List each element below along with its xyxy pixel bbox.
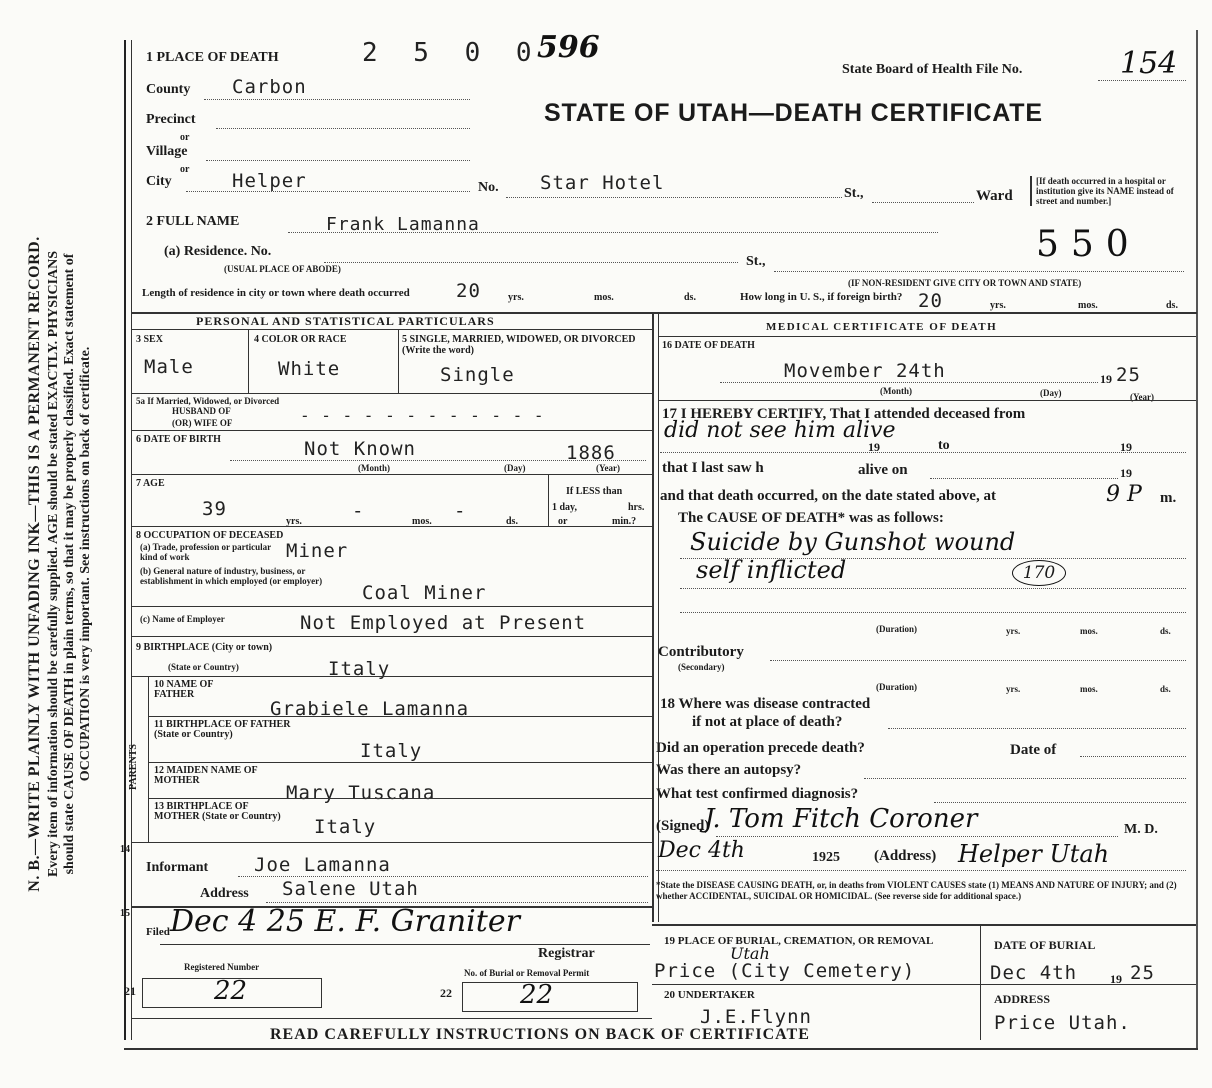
or-label-2: or — [180, 164, 190, 175]
ward-label: Ward — [976, 188, 1013, 204]
undertaker-label: 20 UNDERTAKER — [664, 989, 755, 1001]
footer-text: READ CAREFULLY INSTRUCTIONS ON BACK OF CERTIFICATE — [270, 1026, 810, 1043]
parents-label: PARENTS — [128, 744, 139, 790]
death-year-sub: (Year) — [1130, 392, 1154, 402]
father-label: 10 NAME OF FATHER — [154, 679, 214, 700]
day-label: 1 day, — [552, 502, 578, 513]
right-border — [1196, 30, 1198, 1050]
precinct-label: Precinct — [146, 112, 196, 127]
personal-section-title: PERSONAL AND STATISTICAL PARTICULARS — [196, 314, 495, 328]
dob-label: 6 DATE OF BIRTH — [136, 434, 221, 445]
secondary-label: (Secondary) — [678, 662, 725, 672]
min-label: min.? — [612, 516, 637, 527]
column-divider — [652, 312, 654, 922]
q18-label-2: if not at place of death? — [692, 714, 843, 730]
length-yrs: 20 — [456, 280, 481, 302]
occupation-c-label: (c) Name of Employer — [140, 614, 225, 624]
age-label: 7 AGE — [136, 478, 165, 489]
autopsy-label: Was there an autopsy? — [656, 762, 802, 778]
hand-number: 550 — [1036, 224, 1141, 265]
mother-birthplace-value: Italy — [314, 816, 377, 838]
alive-on-label: alive on — [858, 462, 908, 478]
from-year-label: 19 — [868, 440, 880, 454]
spouse-label-2: HUSBAND OF — [172, 406, 231, 416]
birthplace-value: Italy — [328, 658, 391, 680]
dob-day-sub: (Day) — [504, 463, 526, 473]
sex-label: 3 SEX — [136, 334, 163, 345]
dob-month-sub: (Month) — [358, 463, 390, 473]
sign-date-hand: Dec 4th — [658, 838, 745, 863]
registered-number: 22 — [214, 976, 248, 1006]
village-label: Village — [146, 144, 188, 159]
occurred-label: and that death occurred, on the date stated above, at — [660, 488, 996, 504]
us-yrs-label: yrs. — [990, 300, 1006, 311]
us-label: How long in U. S., if foreign birth? — [740, 291, 903, 303]
birthplace-label: 9 BIRTHPLACE (City or town) — [136, 642, 273, 653]
death-year-prefix: 19 — [1100, 372, 1112, 386]
side-note-line-1: N. B.—WRITE PLAINLY WITH UNFADING INK—THIS IS A PERMANENT RECORD. — [26, 236, 43, 892]
us-mos-label: mos. — [1078, 300, 1098, 311]
informant-label: Informant — [146, 860, 209, 875]
nonres-note: (IF NON-RESIDENT GIVE CITY OR TOWN AND STATE) — [848, 278, 1082, 288]
hrs-label: hrs. — [628, 502, 645, 513]
death-month-sub: (Month) — [880, 386, 912, 396]
duration-label-2: (Duration) — [876, 682, 917, 692]
death-year: 25 — [1116, 364, 1141, 386]
informant-address-label: Address — [200, 886, 249, 901]
contributory-label: Contributory — [658, 644, 744, 660]
signed-hand: J. Tom Fitch Coroner — [704, 804, 978, 834]
dob-year: 1886 — [566, 442, 616, 464]
age-value: 39 — [202, 498, 227, 520]
occupation-a-value: Miner — [286, 540, 349, 562]
physician-address-label: (Address) — [874, 848, 937, 864]
section-21-number: 21 — [124, 984, 136, 998]
death-day-sub: (Day) — [1040, 388, 1062, 398]
city-label: City — [146, 174, 172, 189]
age-mos-label: mos. — [412, 516, 432, 527]
mother-value: Mary Tuscana — [286, 782, 436, 804]
duration-ds-1: ds. — [1160, 626, 1171, 636]
burial-permit-label: No. of Burial or Removal Permit — [464, 968, 590, 978]
left-border — [124, 40, 126, 1040]
cause-code: 170 — [1012, 560, 1066, 586]
burial-place-hand: Utah — [730, 944, 770, 963]
residence-sub: (USUAL PLACE OF ABODE) — [224, 264, 341, 274]
to-label: to — [938, 438, 950, 453]
dob-value: Not Known — [304, 438, 416, 460]
file-no-label: State Board of Health File No. — [842, 62, 1023, 77]
file-no: 154 — [1120, 46, 1178, 81]
stamp-number: 2 5 0 0 — [362, 38, 542, 68]
county-value: Carbon — [232, 76, 307, 98]
marital-value: Single — [440, 364, 515, 386]
residence-st-label: St., — [746, 254, 766, 269]
spouse-label-1: 5a If Married, Widowed, or Divorced — [136, 396, 280, 406]
side-note-line-4: OCCUPATION is very important. See instructions on back of certificate. — [78, 346, 93, 782]
occupation-a-label: (a) Trade, profession or particular kind of work — [140, 542, 271, 562]
burial-year-prefix: 19 — [1110, 972, 1122, 986]
side-note-line-2: Every item of information should be carefully supplied. AGE should be stated EXACTLY. PHYSICIANS — [46, 250, 61, 878]
undertaker-value: J.E.Flynn — [700, 1006, 812, 1028]
date-of-death-label: 16 DATE OF DEATH — [662, 340, 755, 351]
length-yrs-label: yrs. — [508, 292, 524, 303]
or-label: or — [558, 516, 568, 527]
m-label: m. — [1160, 490, 1177, 506]
sex-value: Male — [144, 356, 194, 378]
test-label: What test confirmed diagnosis? — [656, 786, 859, 802]
birthplace-sub: (State or Country) — [168, 662, 239, 672]
mother-birthplace-label: 13 BIRTHPLACE OF MOTHER (State or Country) — [154, 801, 281, 822]
length-mos-label: mos. — [594, 292, 614, 303]
full-name-label: 2 FULL NAME — [146, 214, 240, 229]
section-14-number: 14 — [120, 844, 130, 855]
certify-label: 17 I HEREBY CERTIFY, That I attended deceased from — [662, 406, 1026, 422]
to-year-label: 19 — [1120, 440, 1132, 454]
occupation-label: 8 OCCUPATION OF DECEASED — [136, 530, 284, 541]
operation-label: Did an operation precede death? — [656, 740, 865, 756]
physician-address-hand: Helper Utah — [958, 840, 1110, 868]
undertaker-address-value: Price Utah. — [994, 1012, 1131, 1034]
certify-hand: did not see him alive — [664, 418, 896, 443]
age-mos: - — [352, 500, 365, 522]
age-yrs-label: yrs. — [286, 516, 302, 527]
stamp-number-hand: 596 — [537, 30, 600, 65]
undertaker-address-label: ADDRESS — [994, 992, 1051, 1006]
duration-ds-2: ds. — [1160, 684, 1171, 694]
duration-mos-2: mos. — [1080, 684, 1098, 694]
burial-permit-number: 22 — [520, 980, 554, 1010]
alive-year-label: 19 — [1120, 466, 1132, 480]
age-ds-label: ds. — [506, 516, 518, 527]
signed-label: (Signed) — [656, 818, 710, 834]
cause-line-1: Suicide by Gunshot wound — [690, 528, 1016, 556]
section-15-number: 15 — [120, 908, 130, 919]
duration-mos-1: mos. — [1080, 626, 1098, 636]
place-of-death-label: 1 PLACE OF DEATH — [146, 50, 279, 65]
side-instructions — [0, 0, 120, 1088]
spouse-label-3: (OR) WIFE OF — [172, 418, 233, 428]
length-ds-label: ds. — [684, 292, 696, 303]
burial-place-value: Price (City Cemetery) — [654, 960, 916, 982]
marital-label: 5 SINGLE, MARRIED, WIDOWED, OR DIVORCED (Write the word) — [402, 334, 636, 356]
father-birthplace-label: 11 BIRTHPLACE OF FATHER (State or Country) — [154, 719, 291, 740]
less-label: If LESS than — [566, 486, 623, 497]
age-ds: - — [454, 500, 467, 522]
burial-date-value: Dec 4th — [990, 962, 1078, 984]
burial-place-label: 19 PLACE OF BURIAL, CREMATION, OR REMOVAL — [664, 935, 934, 947]
no-label: No. — [478, 180, 499, 195]
county-label: County — [146, 82, 191, 97]
section-22-number: 22 — [440, 986, 452, 1000]
ward-note: [If death occurred in a hospital or institution give its NAME instead of street and number.] — [1030, 176, 1192, 206]
burial-date-label: DATE OF BURIAL — [994, 938, 1096, 952]
st-label: St., — [844, 186, 864, 201]
date-of-label: Date of — [1010, 742, 1057, 758]
md-label: M. D. — [1124, 822, 1158, 837]
informant-value: Joe Lamanna — [254, 854, 391, 876]
color-label: 4 COLOR OR RACE — [254, 334, 347, 345]
last-saw-label: that I last saw h — [662, 460, 764, 476]
filed-hand: Dec 4 25 E. F. Graniter — [170, 904, 520, 939]
duration-label-1: (Duration) — [876, 624, 917, 634]
time-hand: 9 P — [1106, 482, 1142, 507]
medical-section-title: MEDICAL CERTIFICATE OF DEATH — [766, 321, 998, 333]
occupation-b-label: (b) General nature of industry, business, or establishment in which employed (or employer) — [140, 566, 323, 586]
occupation-c-value: Not Employed at Present — [300, 612, 587, 634]
certificate-title: STATE OF UTAH—DEATH CERTIFICATE — [544, 99, 1043, 127]
spouse-value: - - - - - - - - - - - - — [300, 406, 545, 425]
mother-label: 12 MAIDEN NAME OF MOTHER — [154, 765, 258, 786]
informant-address-value: Salene Utah — [282, 878, 419, 900]
full-name-value: Frank Lamanna — [326, 214, 480, 235]
cause-label: The CAUSE OF DEATH* was as follows: — [678, 510, 944, 526]
sign-year: 1925 — [812, 850, 840, 865]
cause-line-2: self inflicted — [696, 556, 847, 584]
dob-year-sub: (Year) — [596, 463, 620, 473]
occupation-b-value: Coal Miner — [362, 582, 487, 604]
side-note-line-3: should state CAUSE OF DEATH in plain terms, so that it may be properly classified. Exact statement of — [62, 253, 77, 875]
date-of-death-value: Movember 24th — [784, 360, 946, 382]
length-label: Length of residence in city or town where death occurred — [142, 287, 410, 299]
q18-label: 18 Where was disease contracted — [660, 696, 871, 712]
residence-label: (a) Residence. No. — [164, 244, 272, 259]
color-value: White — [278, 358, 341, 380]
father-birthplace-value: Italy — [360, 740, 423, 762]
left-border-inner — [131, 40, 132, 1040]
us-ds-label: ds. — [1166, 300, 1178, 311]
duration-yrs-1: yrs. — [1006, 626, 1021, 636]
street-no-value: Star Hotel — [540, 172, 665, 194]
or-label-1: or — [180, 132, 190, 143]
filed-label: Filed — [146, 926, 170, 938]
cause-footnote: *State the DISEASE CAUSING DEATH, or, in deaths from VIOLENT CAUSES state (1) MEANS AND NATURE OF INJURY; and (2) whether ACCIDENTAL, SUICIDAL OR HOMICIDAL. (See reverse side for additional space.) — [656, 880, 1177, 901]
us-yrs: 20 — [918, 290, 943, 312]
registered-number-label: Registered Number — [184, 962, 260, 972]
registrar-label: Registrar — [538, 946, 595, 961]
father-value: Grabiele Lamanna — [270, 698, 470, 720]
duration-yrs-2: yrs. — [1006, 684, 1021, 694]
burial-year: 25 — [1130, 962, 1155, 984]
city-value: Helper — [232, 170, 307, 192]
